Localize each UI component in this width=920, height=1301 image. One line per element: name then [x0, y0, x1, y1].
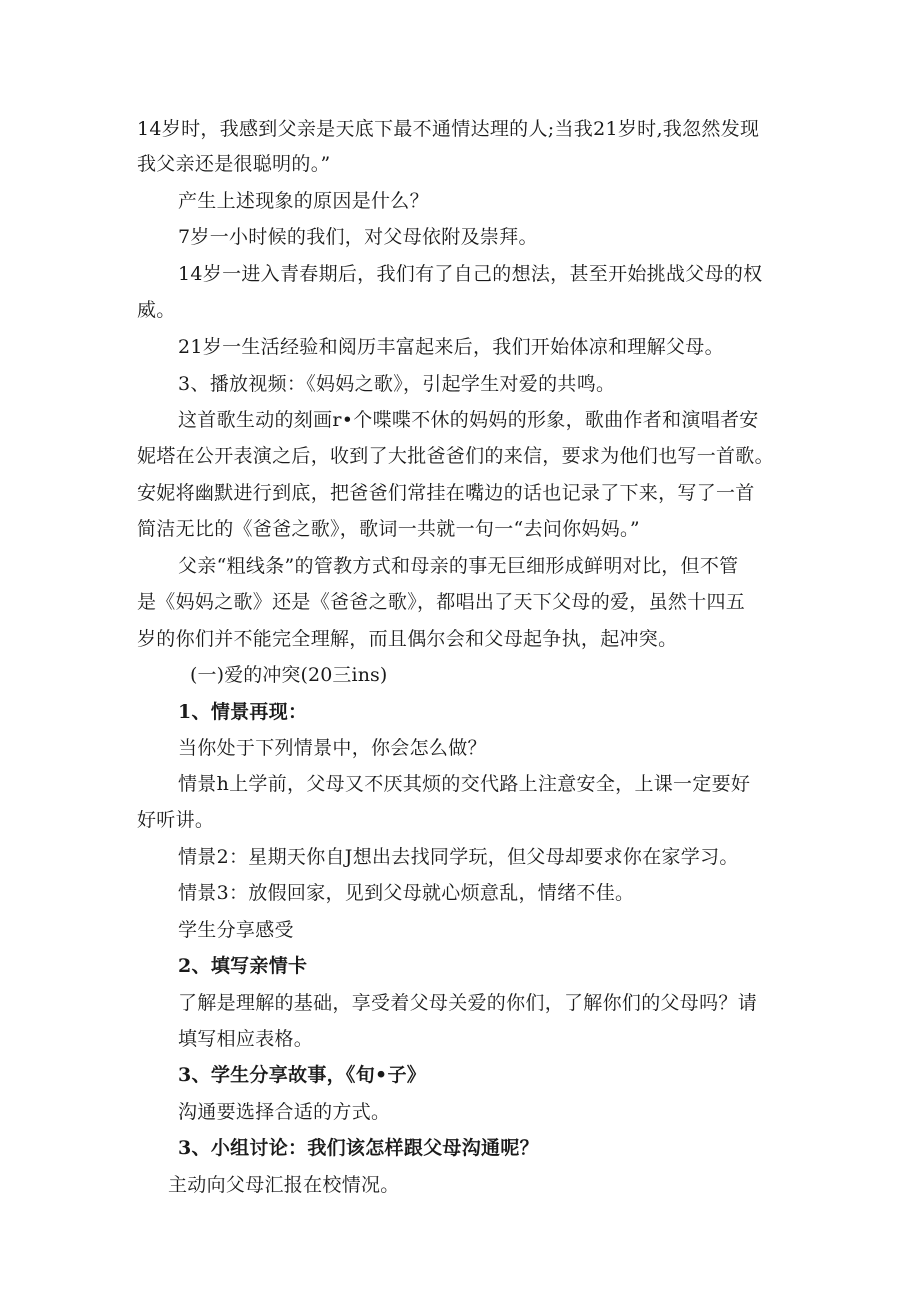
paragraph-line: 了解是理解的基础，享受着父母关爱的你们，了解你们的父母吗？请 — [178, 992, 758, 1014]
subsection-heading: 3、小组讨论：我们该怎样跟父母沟通呢？ — [178, 1137, 539, 1159]
paragraph-line: 简洁无比的《爸爸之歌》，歌词一共就一句一“去问你妈妈。” — [137, 518, 640, 540]
paragraph-line: 沟通要选择合适的方式。 — [178, 1101, 391, 1123]
subsection-heading: 3、学生分享故事，《旬•子》 — [178, 1064, 427, 1086]
paragraph-line: 14岁时，我感到父亲是天底下最不通情达理的人;当我21岁时,我忽然发现 — [137, 118, 760, 140]
paragraph-line: 7岁一小时候的我们，对父母依附及崇拜。 — [178, 226, 538, 248]
paragraph-line: 是《妈妈之歌》还是《爸爸之歌》，都唱出了天下父母的爱，虽然十四五 — [137, 591, 746, 613]
subsection-heading: 1、情景再现： — [178, 701, 308, 723]
paragraph-line: 好听讲。 — [137, 809, 215, 831]
paragraph-line: 情景2：星期天你自J想出去找同学玩，但父母却要求你在家学习。 — [178, 846, 739, 868]
subsection-heading: 2、填写亲情卡 — [178, 955, 308, 977]
paragraph-line: 学生分享感受 — [178, 919, 294, 941]
paragraph-line: 我父亲还是很聪明的。” — [137, 153, 331, 175]
paragraph-line: 当你处于下列情景中，你会怎么做？ — [178, 737, 487, 759]
paragraph-line: 3、播放视频：《妈妈之歌》，引起学生对爱的共鸣。 — [178, 373, 616, 395]
paragraph-line: 主动向父母汇报在校情况。 — [168, 1174, 400, 1196]
paragraph-line: 妮塔在公开表演之后，收到了大批爸爸们的来信，要求为他们也写一首歌。 — [137, 445, 774, 467]
section-heading: (一)爱的冲突(20三ins) — [190, 664, 388, 686]
paragraph-line: 填写相应表格。 — [178, 1028, 314, 1050]
paragraph-line: 威。 — [137, 299, 176, 321]
paragraph-line: 岁的你们并不能完全理解，而且偶尔会和父母起争执，起冲突。 — [137, 628, 678, 650]
paragraph-line: 父亲“粗线条”的管教方式和母亲的事无巨细形成鲜明对比，但不管 — [178, 555, 739, 577]
paragraph-line: 这首歌生动的刻画r•个喋喋不休的妈妈的形象，歌曲作者和演唱者安 — [178, 409, 759, 431]
paragraph-line: 21岁一生活经验和阅历丰富起来后，我们开始体凉和理解父母。 — [178, 336, 724, 358]
paragraph-line: 14岁一进入青春期后，我们有了自己的想法，甚至开始挑战父母的权 — [178, 263, 763, 285]
paragraph-line: 安妮将幽默进行到底，把爸爸们常挂在嘴边的话也记录了下来，写了一首 — [137, 482, 755, 504]
paragraph-line: 情景3：放假回家，见到父母就心烦意乱，情绪不佳。 — [178, 882, 635, 904]
paragraph-line: 情景h上学前，父母又不厌其烦的交代路上注意安全，上课一定要好 — [178, 773, 751, 795]
paragraph-line: 产生上述现象的原因是什么？ — [178, 190, 429, 212]
